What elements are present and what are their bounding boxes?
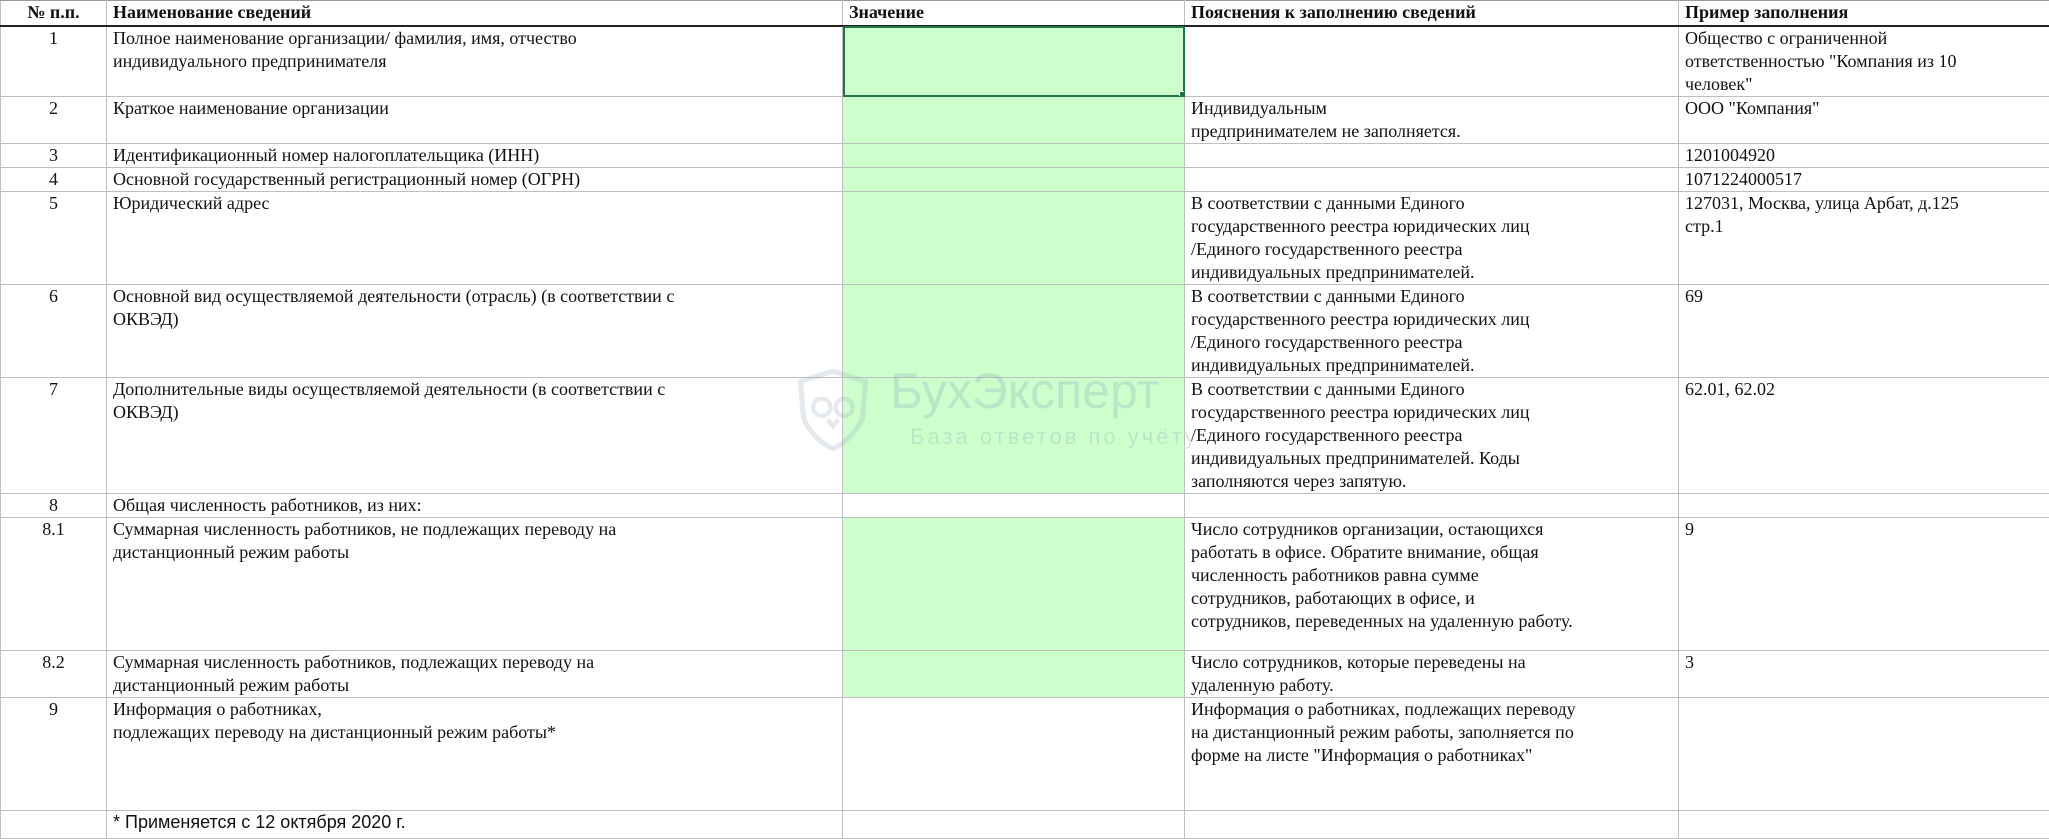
- cell-num[interactable]: 7: [1, 378, 107, 494]
- cell-explain[interactable]: Информация о работниках, подлежащих переводу на дистанционный режим работы, заполняется по форме на листе "Информация о работниках": [1185, 698, 1679, 811]
- cell-name[interactable]: Юридический адрес: [107, 192, 843, 285]
- table-row: [1, 144, 2049, 168]
- cell-explain[interactable]: [1185, 26, 1679, 97]
- cell-num[interactable]: 9: [1, 698, 107, 811]
- cell-value[interactable]: [843, 698, 1185, 811]
- header-value[interactable]: Значение: [843, 1, 1185, 27]
- watermark-subtitle: База ответов по учёту: [910, 424, 1199, 450]
- cell-num[interactable]: 5: [1, 192, 107, 285]
- header-num[interactable]: № п.п.: [1, 1, 107, 27]
- cell-value[interactable]: [843, 378, 1185, 494]
- header-example[interactable]: Пример заполнения: [1679, 1, 2049, 27]
- cell-name[interactable]: Основной вид осуществляемой деятельности (отрасль) (в соответствии с ОКВЭД): [107, 285, 843, 378]
- cell-example[interactable]: 69: [1679, 285, 2049, 378]
- cell-example[interactable]: ООО "Компания": [1679, 97, 2049, 144]
- cell-name[interactable]: Информация о работниках, подлежащих переводу на дистанционный режим работы*: [107, 698, 843, 811]
- cell-name[interactable]: Дополнительные виды осуществляемой деятельности (в соответствии с ОКВЭД): [107, 378, 843, 494]
- empty-cell[interactable]: [1679, 811, 2049, 839]
- table-row: [1, 378, 2049, 494]
- cell-explain[interactable]: [1185, 494, 1679, 518]
- cell-num[interactable]: 6: [1, 285, 107, 378]
- table-row: [1, 285, 2049, 378]
- cell-example[interactable]: 62.01, 62.02: [1679, 378, 2049, 494]
- cell-num[interactable]: 8: [1, 494, 107, 518]
- header-row: [1, 1, 2049, 27]
- cell-name[interactable]: Идентификационный номер налогоплательщика (ИНН): [107, 144, 843, 168]
- cell-value[interactable]: [843, 192, 1185, 285]
- cell-explain[interactable]: [1185, 168, 1679, 192]
- header-explain[interactable]: Пояснения к заполнению сведений: [1185, 1, 1679, 27]
- header-name[interactable]: Наименование сведений: [107, 1, 843, 27]
- cell-name[interactable]: Суммарная численность работников, не подлежащих переводу на дистанционный режим работы: [107, 518, 843, 651]
- cell-name[interactable]: Суммарная численность работников, подлежащих переводу на дистанционный режим работы: [107, 651, 843, 698]
- cell-name[interactable]: Общая численность работников, из них:: [107, 494, 843, 518]
- cell-explain[interactable]: В соответствии с данными Единого государственного реестра юридических лиц /Единого государственного реестра индивидуальных предпринимателей.: [1185, 285, 1679, 378]
- table-row: [1, 168, 2049, 192]
- watermark-title: БухЭксперт: [890, 362, 1160, 420]
- table-row: [1, 518, 2049, 651]
- cell-example[interactable]: 127031, Москва, улица Арбат, д.125 стр.1: [1679, 192, 2049, 285]
- cell-example[interactable]: Общество с ограниченной ответственностью "Компания из 10 человек": [1679, 26, 2049, 97]
- cell-num[interactable]: 3: [1, 144, 107, 168]
- empty-cell[interactable]: [1, 811, 107, 839]
- cell-value[interactable]: [843, 285, 1185, 378]
- table-row: [1, 698, 2049, 811]
- cell-name[interactable]: Краткое наименование организации: [107, 97, 843, 144]
- cell-num[interactable]: 1: [1, 26, 107, 97]
- cell-num[interactable]: 4: [1, 168, 107, 192]
- table-row: [1, 651, 2049, 698]
- cell-num[interactable]: 8.1: [1, 518, 107, 651]
- footnote[interactable]: * Применяется с 12 октября 2020 г.: [107, 811, 843, 839]
- cell-value[interactable]: [843, 518, 1185, 651]
- cell-value[interactable]: [843, 494, 1185, 518]
- cell-value[interactable]: [843, 97, 1185, 144]
- footnote-row: [1, 811, 2049, 839]
- cell-explain[interactable]: В соответствии с данными Единого государственного реестра юридических лиц /Единого государственного реестра индивидуальных предпринимателей.: [1185, 192, 1679, 285]
- cell-example[interactable]: 1071224000517: [1679, 168, 2049, 192]
- cell-example[interactable]: 3: [1679, 651, 2049, 698]
- cell-example[interactable]: 1201004920: [1679, 144, 2049, 168]
- cell-num[interactable]: 8.2: [1, 651, 107, 698]
- cell-explain[interactable]: В соответствии с данными Единого государственного реестра юридических лиц /Единого государственного реестра индивидуальных предпринимателей. Коды заполняются через запятую.: [1185, 378, 1679, 494]
- empty-cell[interactable]: [843, 811, 1185, 839]
- cell-value-selected[interactable]: [843, 26, 1185, 97]
- table-row: [1, 97, 2049, 144]
- empty-cell[interactable]: [1185, 811, 1679, 839]
- cell-num[interactable]: 2: [1, 97, 107, 144]
- table-row: [1, 494, 2049, 518]
- cell-example[interactable]: 9: [1679, 518, 2049, 651]
- cell-example[interactable]: [1679, 698, 2049, 811]
- cell-explain[interactable]: [1185, 144, 1679, 168]
- cell-value[interactable]: [843, 168, 1185, 192]
- table-row: [1, 192, 2049, 285]
- cell-name[interactable]: Основной государственный регистрационный номер (ОГРН): [107, 168, 843, 192]
- cell-explain[interactable]: Число сотрудников, которые переведены на удаленную работу.: [1185, 651, 1679, 698]
- cell-example[interactable]: [1679, 494, 2049, 518]
- table-row: [1, 26, 2049, 97]
- cell-value[interactable]: [843, 144, 1185, 168]
- cell-value[interactable]: [843, 651, 1185, 698]
- cell-explain[interactable]: Индивидуальным предпринимателем не заполняется.: [1185, 97, 1679, 144]
- cell-name[interactable]: Полное наименование организации/ фамилия, имя, отчество индивидуального предпринимателя: [107, 26, 843, 97]
- cell-explain[interactable]: Число сотрудников организации, остающихся работать в офисе. Обратите внимание, общая численность работников равна сумме сотрудников, работающих в офисе, и сотрудников, переведенных на удаленную работу.: [1185, 518, 1679, 651]
